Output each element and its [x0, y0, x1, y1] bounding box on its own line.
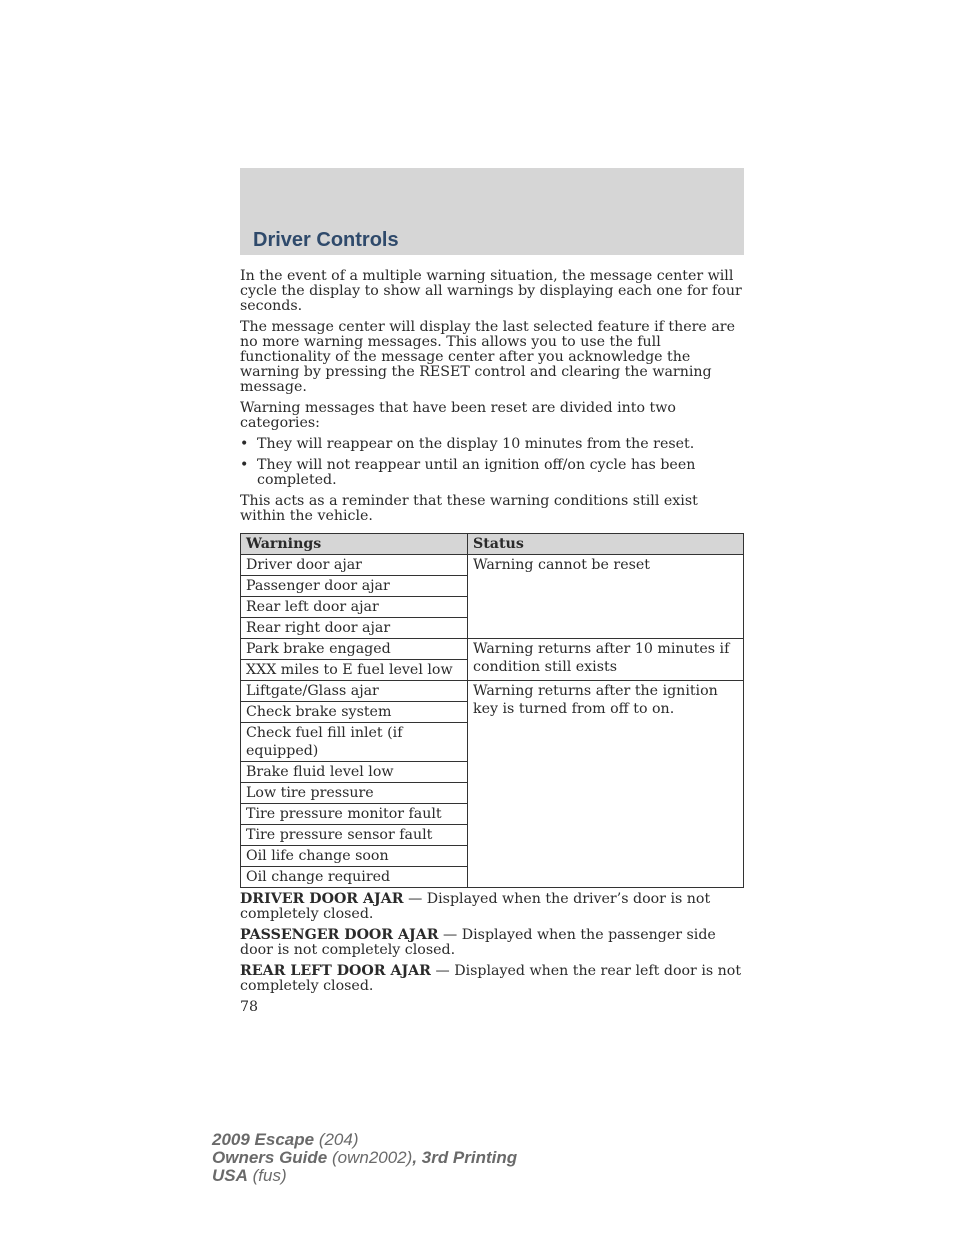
footer-model-code: (204) [314, 1130, 359, 1149]
warning-cell: Driver door ajar [241, 555, 468, 576]
status-cell: Warning cannot be reset [468, 555, 744, 639]
status-cell: Warning returns after 10 minutes if condition still exists [468, 639, 744, 681]
warning-cell: Brake fluid level low [241, 762, 468, 783]
bullet-list [240, 437, 744, 488]
footer-market: USA [212, 1166, 248, 1185]
definition-text: — Displayed when the driver’s door is not completely closed. [240, 891, 711, 922]
table-row [241, 555, 744, 576]
bullet-icon: • [240, 436, 249, 452]
warning-cell: Check fuel fill inlet (if equipped) [241, 723, 468, 762]
warning-cell: Tire pressure sensor fault [241, 825, 468, 846]
footer-line [212, 1167, 517, 1185]
warning-cell: Oil life change soon [241, 846, 468, 867]
bullet-item [240, 458, 744, 488]
page-content [240, 269, 744, 1015]
warning-cell: Passenger door ajar [241, 576, 468, 597]
table-row [241, 639, 744, 660]
footer-guide: Owners Guide [212, 1148, 328, 1167]
footer-line [212, 1131, 517, 1149]
footer-guide-code: (own2002) [327, 1148, 413, 1167]
footer-model: 2009 Escape [212, 1130, 315, 1149]
paragraph: Warning messages that have been reset are divided into two categories: [240, 400, 676, 431]
definition-term: DRIVER DOOR AJAR [240, 891, 404, 907]
section-title: Driver Controls [253, 229, 399, 251]
warning-cell: Tire pressure monitor fault [241, 804, 468, 825]
definition-text: — Displayed when the passenger side door is not completely closed. [240, 927, 716, 958]
warning-cell: XXX miles to E fuel level low [241, 660, 468, 681]
paragraph: In the event of a multiple warning situation, the message center will cycle the display to show all warnings by displaying each one for four seconds. [240, 268, 742, 314]
definition-rear-left-door-ajar [240, 964, 744, 994]
paragraph: The message center will display the last selected feature if there are no more warning messages. This allows you to use the full functionality of the message center after you acknowledge the warning by pressing the RESET control and clearing the warning message. [240, 319, 735, 395]
bullet-item [240, 437, 744, 452]
document-footer [212, 1131, 517, 1185]
warning-cell: Check brake system [241, 702, 468, 723]
column-header-warnings: Warnings [241, 534, 468, 555]
bullet-icon: • [240, 457, 249, 473]
definition-term: REAR LEFT DOOR AJAR [240, 963, 431, 979]
definition-term: PASSENGER DOOR AJAR [240, 927, 439, 943]
warning-cell: Low tire pressure [241, 783, 468, 804]
warning-cell: Rear right door ajar [241, 618, 468, 639]
status-cell: Warning returns after the ignition key is turned from off to on. [468, 681, 744, 888]
section-header-band [240, 168, 744, 255]
warning-cell: Park brake engaged [241, 639, 468, 660]
page-number: 78 [240, 999, 259, 1015]
warnings-table [240, 533, 744, 888]
definition-text: — Displayed when the rear left door is not completely closed. [240, 963, 742, 994]
footer-market-code: (fus) [247, 1166, 287, 1185]
table-header-row [241, 534, 744, 555]
footer-line [212, 1149, 517, 1167]
warning-cell: Liftgate/Glass ajar [241, 681, 468, 702]
paragraph: This acts as a reminder that these warning conditions still exist within the vehicle. [240, 493, 698, 524]
definition-driver-door-ajar [240, 892, 744, 922]
column-header-status: Status [468, 534, 744, 555]
definition-passenger-door-ajar [240, 928, 744, 958]
bullet-text: They will not reappear until an ignition off/on cycle has been completed. [257, 457, 696, 488]
warning-cell: Oil change required [241, 867, 468, 888]
footer-printing: , 3rd Printing [412, 1148, 518, 1167]
warning-cell: Rear left door ajar [241, 597, 468, 618]
bullet-text: They will reappear on the display 10 minutes from the reset. [257, 436, 695, 452]
table-row [241, 681, 744, 702]
